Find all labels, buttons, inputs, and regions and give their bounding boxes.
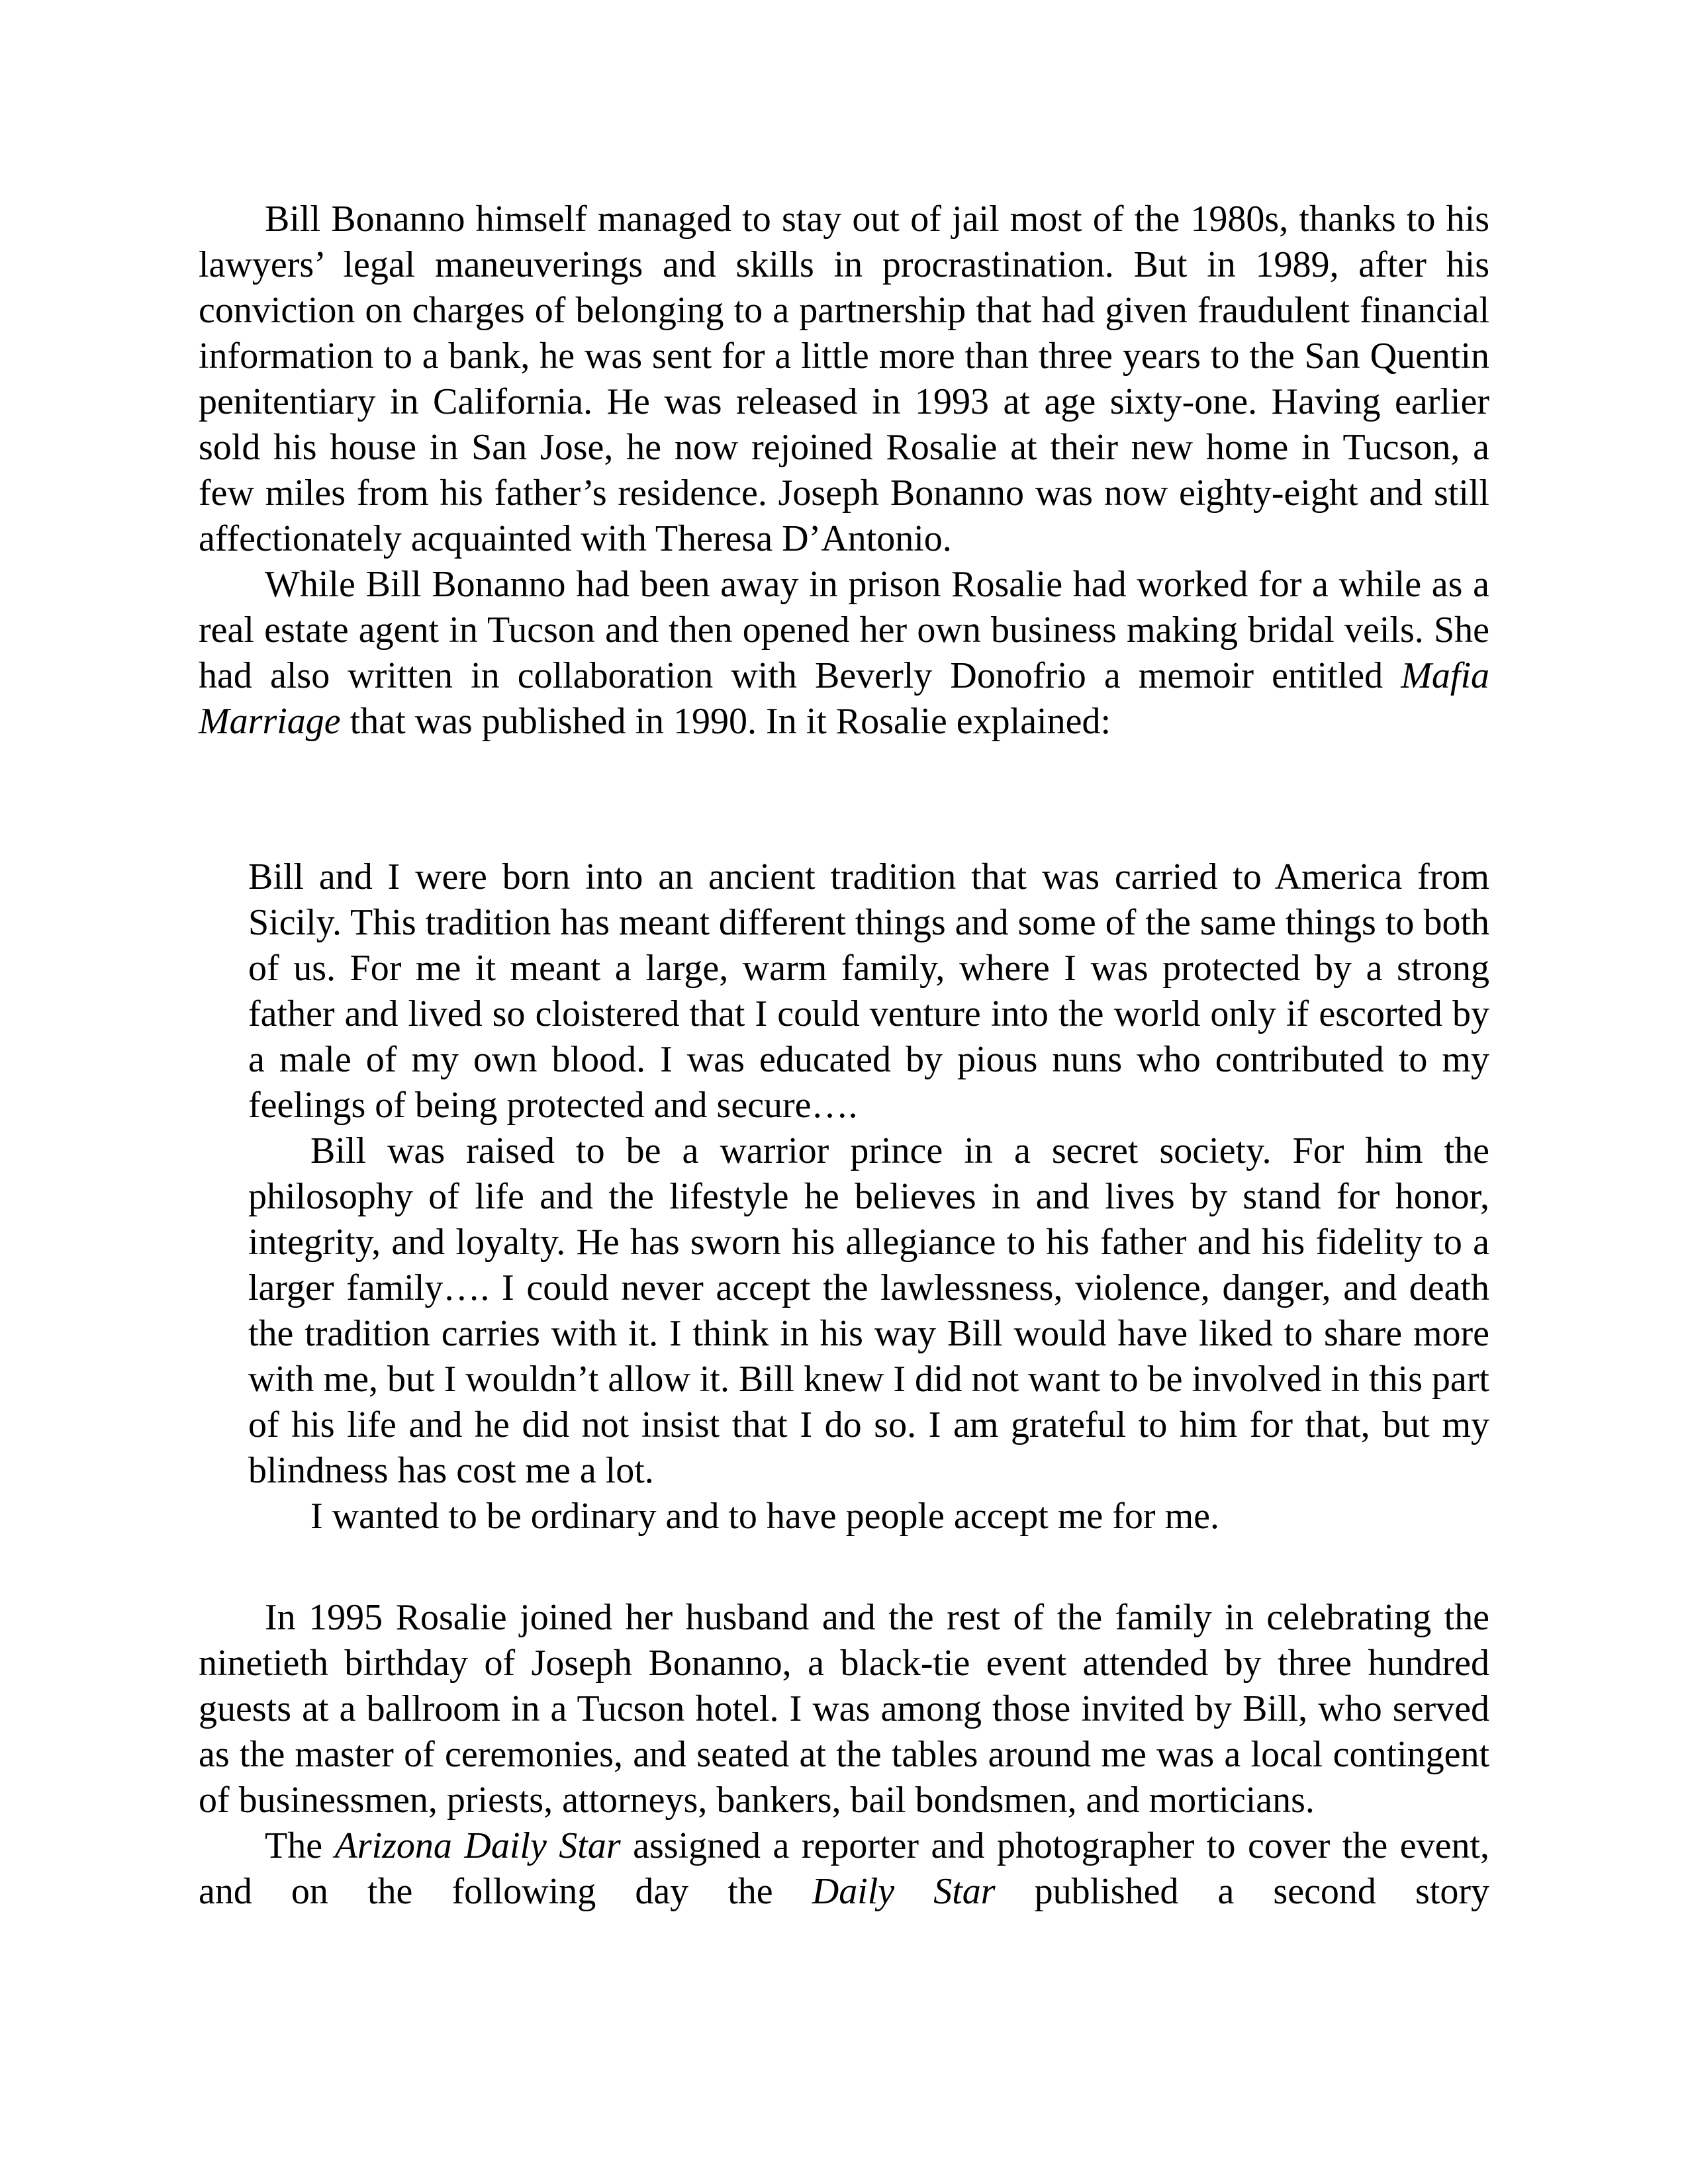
memoir-text-after: that was published in 1990. In it Rosalie explained:	[340, 701, 1111, 742]
daily-star-text-after: published a second story	[995, 1871, 1490, 1912]
body-text-top	[199, 197, 1489, 745]
quote-paragraph-3: I wanted to be ordinary and to have people accept me for me.	[310, 1496, 1219, 1537]
paragraph-rosalie-memoir	[199, 562, 1489, 745]
body-text-bottom	[199, 1595, 1489, 1915]
book-title-mafia-marriage: Mafia Marriage	[199, 655, 1489, 742]
newspaper-name-arizona-daily-star: Arizona Daily Star	[334, 1825, 621, 1866]
daily-star-text-middle: assigned a reporter and photographer to cover the event, and on the following day the	[199, 1825, 1489, 1912]
quote-paragraph-2: Bill was raised to be a warrior prince in a secret society. For him the philosophy of life and the lifestyle he believes in and lives by stand for honor, integrity, and loyalty. He has sworn his allegiance to his father and his fidelity to a larger family…. I could never accept the lawlessness, violence, danger, and death the tradition carries with it. I think in his way Bill would have liked to share more with me, but I wouldn’t allow it. Bill knew I did not want to be involved in this part of his life and he did not insist that I do so. I am grateful to him for that, but my blindness has cost me a lot.	[248, 1130, 1489, 1491]
paragraph-daily-star	[199, 1823, 1489, 1915]
quote-paragraph-1: Bill and I were born into an ancient tradition that was carried to America from Sicily. This tradition has meant different things and some of the same things to both of us. For me it meant a large, warm family, where I was protected by a strong father and lived so cloistered that I could venture into the world only if escorted by a male of my own blood. I was educated by pious nuns who contributed to my feelings of being protected and secure….	[248, 856, 1489, 1126]
memoir-text-before: While Bill Bonanno had been away in prison Rosalie had worked for a while as a real estate agent in Tucson and then opened her own business making bridal veils. She had also written in collaboration with Beverly Donofrio a memoir entitled	[199, 564, 1489, 696]
daily-star-text-before: The	[265, 1825, 335, 1866]
paragraph-birthday: In 1995 Rosalie joined her husband and the rest of the family in celebrating the ninetieth birthday of Joseph Bonanno, a black-tie event attended by three hundred guests at a ballroom in a Tucson hotel. I was among those invited by Bill, who served as the master of ceremonies, and seated at the tables around me was a local contingent of businessmen, priests, attorneys, bankers, bail bondsmen, and morticians.	[199, 1597, 1489, 1821]
paragraph-bonanno-jail: Bill Bonanno himself managed to stay out of jail most of the 1980s, thanks to his lawyers’ legal maneuverings and skills in procrastination. But in 1989, after his conviction on charges of belonging to a partnership that had given fraudulent financial information to a bank, he was sent for a little more than three years to the San Quentin penitentiary in California. He was released in 1993 at age sixty-one. Having earlier sold his house in San Jose, he now rejoined Rosalie at their new home in Tucson, a few miles from his father’s residence. Joseph Bonanno was now eighty-eight and still affectionately acquainted with Theresa D’Antonio.	[199, 199, 1489, 559]
newspaper-name-daily-star: Daily Star	[812, 1871, 996, 1912]
block-quote	[248, 854, 1489, 1539]
